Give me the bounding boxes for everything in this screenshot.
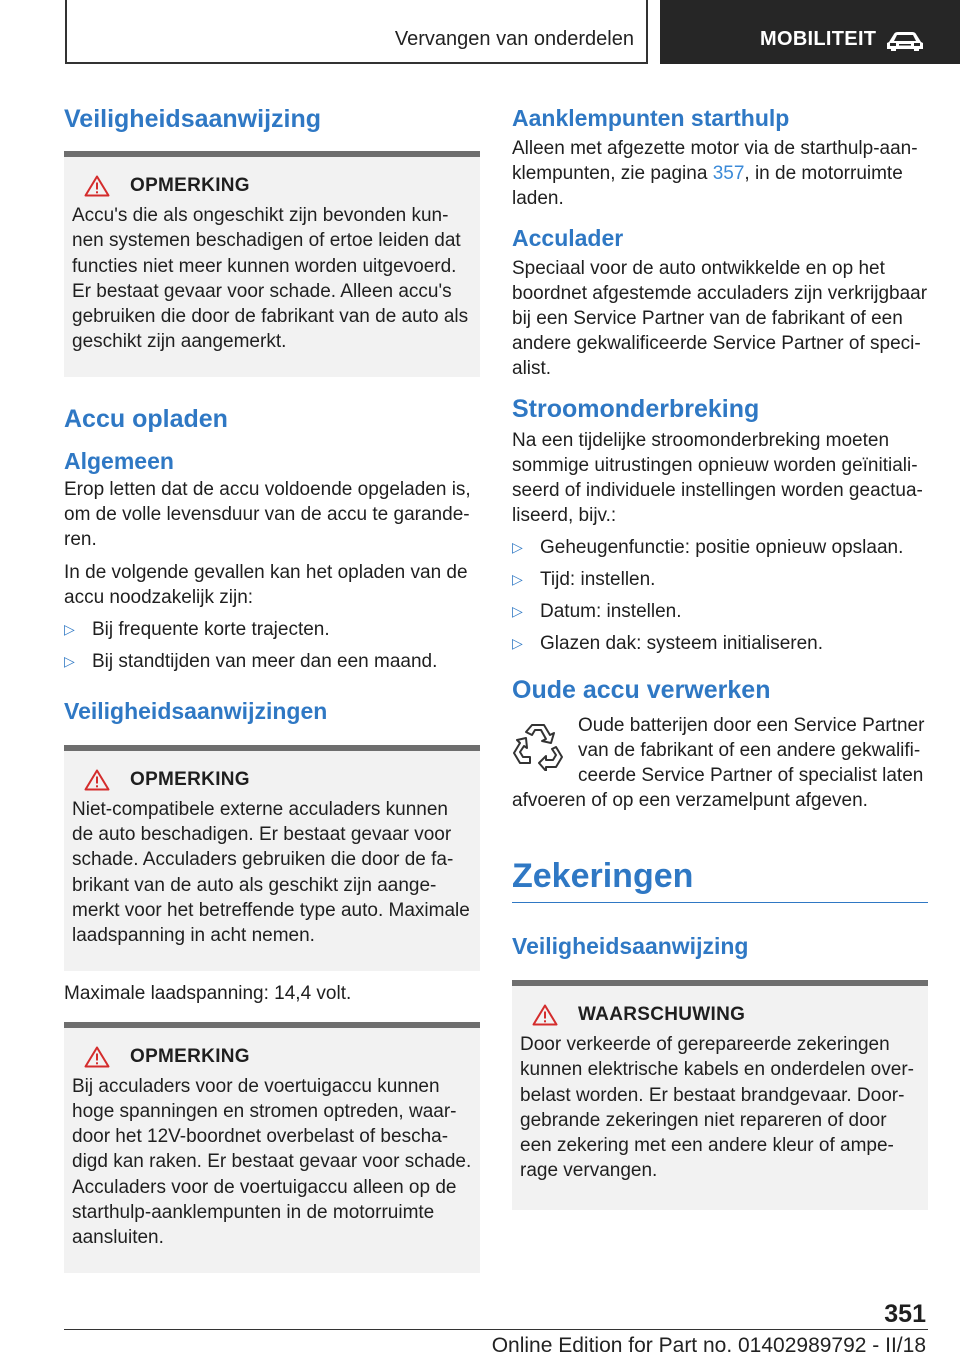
notice-title: OPMERKING <box>130 1045 250 1067</box>
notice-fuses-warning <box>512 980 928 1210</box>
notice-text-line: rage vervangen. <box>520 1160 658 1182</box>
recycle-icon <box>512 719 564 771</box>
paragraph-line: alist. <box>512 358 552 379</box>
notice-title: WAARSCHUWING <box>578 1004 746 1025</box>
triangle-bullet-icon: ▷ <box>64 620 75 637</box>
paragraph-line: ren. <box>64 528 97 550</box>
list-item <box>512 631 928 656</box>
old-battery-heading: Oude accu verwerken <box>512 676 771 704</box>
paragraph-line: Oude batterijen door een Service Partner <box>578 715 925 736</box>
notice-text-line: geschikt zijn aangemerkt. <box>72 331 287 353</box>
notice-text-line: Bij acculaders voor de voertuigaccu kunnen <box>72 1075 440 1097</box>
paragraph-line: Alleen met afgezette motor via de starthulp-aan- <box>512 138 918 159</box>
notice-text-line: brikant van de auto als geschikt zijn aange- <box>72 874 437 896</box>
paragraph-line: boordnet afgestemde acculaders zijn verkrijgbaar <box>512 283 928 304</box>
paragraph-line: In de volgende gevallen kan het opladen van de <box>64 561 468 583</box>
paragraph-line: om de volle levensduur van de accu te garande- <box>64 503 470 525</box>
algemeen-heading: Algemeen <box>64 447 174 474</box>
notice-text-line: hoge spanningen en stromen optreden, waar- <box>72 1100 457 1122</box>
warning-triangle-icon <box>84 1046 110 1068</box>
triangle-bullet-icon: ▷ <box>64 652 75 669</box>
paragraph-line: Speciaal voor de auto ontwikkelde en op het <box>512 258 885 279</box>
triangle-bullet-icon: ▷ <box>512 603 523 619</box>
paragraph-line: laden. <box>512 188 564 209</box>
list-item-text: Geheugenfunctie: positie opnieuw opslaan. <box>540 537 904 558</box>
accu-opladen-heading: Accu opladen <box>64 404 228 433</box>
paragraph-line: bij een Service Partner van de fabrikant of een <box>512 308 903 329</box>
list-item <box>64 649 480 674</box>
left-column <box>64 96 480 1273</box>
list-item-text: Datum: instellen. <box>540 601 682 622</box>
header-section-box <box>65 0 648 64</box>
paragraph-line: andere gekwalificeerde Service Partner of speci- <box>512 333 921 354</box>
list-item <box>512 567 928 592</box>
notice-text-line: merkt voor het betreffende type auto. Maximale <box>72 899 470 921</box>
algemeen-list <box>64 617 480 674</box>
power-interruption-heading: Stroomonderbreking <box>512 395 760 423</box>
notice-high-voltage <box>64 1022 480 1273</box>
fuses-heading: Zekeringen <box>512 857 694 895</box>
car-icon <box>885 30 925 52</box>
triangle-bullet-icon: ▷ <box>512 571 523 587</box>
notice-header <box>84 1046 472 1068</box>
page-reference-link[interactable]: 357 <box>712 163 745 184</box>
list-item <box>512 535 928 560</box>
paragraph-line <box>512 161 928 186</box>
fuses-safety-heading: Veiligheidsaanwijzing <box>512 933 749 959</box>
list-item <box>512 599 928 624</box>
list-item <box>64 617 480 642</box>
notice-text-line: gebruiken die door de fabrikant van de auto als <box>72 306 469 328</box>
recycle-block <box>512 713 928 813</box>
list-item-text: Tijd: instellen. <box>540 569 656 590</box>
safety-instructions-heading: Veiligheidsaanwijzingen <box>64 697 328 724</box>
paragraph-line: Na een tijdelijke stroomonderbreking moeten <box>512 430 890 451</box>
notice-text-line: schade. Acculaders gebruiken die door de fa- <box>72 849 454 871</box>
max-voltage-text: Maximale laadspanning: 14,4 volt. <box>64 982 352 1004</box>
notice-text-line: door het 12V-boordnet overbelast of bescha- <box>72 1126 449 1148</box>
text-span: , in de motorruimte <box>744 163 903 184</box>
notice-text-line: Acculaders voor de voertuigaccu alleen op de <box>72 1176 457 1198</box>
text-span: klempunten, zie pagina <box>512 163 713 184</box>
notice-battery-unsuitable <box>64 151 480 377</box>
notice-text-line: Accu's die als ongeschikt zijn bevonden kun- <box>72 205 449 226</box>
notice-text-line: Niet-compatibele externe acculaders kunnen <box>72 798 448 820</box>
notice-text-line: nen systemen beschadigen of ertoe leiden dat <box>72 230 461 252</box>
list-item-text: Bij frequente korte trajecten. <box>92 618 330 640</box>
paragraph-line: ceerde Service Partner of specialist laten <box>578 765 924 786</box>
paragraph-line: Erop letten dat de accu voldoende opgeladen is, <box>64 478 471 500</box>
footer-rule <box>64 1329 928 1330</box>
notice-text-line: starthulp-aanklempunten in de motorruimte <box>72 1202 435 1224</box>
header-chapter-label: MOBILITEIT <box>760 28 877 50</box>
warning-triangle-icon <box>84 769 110 791</box>
notice-text-line: belast worden. Er bestaat brandgevaar. Door- <box>520 1084 905 1106</box>
notice-external-chargers <box>64 745 480 971</box>
paragraph-line: liseerd, bijv.: <box>512 505 617 526</box>
paragraph-line: accu noodzakelijk zijn: <box>64 586 254 608</box>
stroom-list <box>512 535 928 656</box>
paragraph-line: van de fabrikant of een andere gekwalifi- <box>578 740 921 761</box>
notice-title: OPMERKING <box>130 175 250 196</box>
notice-text-line: gebrande zekeringen niet repareren of door <box>520 1109 887 1131</box>
notice-text-line: functies niet meer kunnen worden uitgevoerd. <box>72 255 457 277</box>
paragraph-line: afvoeren of op een verzamelpunt afgeven. <box>512 790 868 811</box>
jump-start-heading: Aanklempunten starthulp <box>512 105 790 131</box>
notice-text-line: laadspanning in acht nemen. <box>72 925 315 947</box>
notice-header <box>532 1004 920 1026</box>
notice-text-line: kunnen elektrische kabels en onderdelen over- <box>520 1059 914 1081</box>
warning-triangle-icon <box>84 175 110 197</box>
right-column <box>512 96 928 1210</box>
warning-triangle-icon <box>532 1004 558 1026</box>
header-section-label: Vervangen van onderdelen <box>394 28 634 50</box>
notice-text-line: Door verkeerde of gerepareerde zekeringen <box>520 1034 890 1055</box>
notice-header <box>84 769 472 791</box>
triangle-bullet-icon: ▷ <box>512 539 523 555</box>
notice-text-line: de auto beschadigen. Er bestaat gevaar voor <box>72 824 452 846</box>
paragraph-line: sommige uitrustingen opnieuw worden geïnitiali- <box>512 455 918 476</box>
notice-text-line: een zekering met een andere kleur of ampe- <box>520 1135 894 1157</box>
list-item-text: Bij standtijden van meer dan een maand. <box>92 650 438 672</box>
paragraph-line: seerd of individuele instellingen worden geactua- <box>512 480 923 501</box>
section-rule <box>512 902 928 903</box>
page-number: 351 <box>884 1300 926 1328</box>
notice-text-line: digd kan raken. Er bestaat gevaar voor schade. <box>72 1151 472 1173</box>
left-safety-heading: Veiligheidsaanwijzing <box>64 105 322 133</box>
notice-text-line: Er bestaat gevaar voor schade. Alleen accu's <box>72 280 452 302</box>
acculader-heading: Acculader <box>512 225 624 251</box>
notice-text-line: aansluiten. <box>72 1227 164 1249</box>
list-item-text: Glazen dak: systeem initialiseren. <box>540 633 824 654</box>
triangle-bullet-icon: ▷ <box>512 635 523 651</box>
notice-header <box>84 175 472 197</box>
notice-title: OPMERKING <box>130 768 250 790</box>
footer-edition: Online Edition for Part no. 01402989792 - II/18 <box>491 1334 926 1357</box>
